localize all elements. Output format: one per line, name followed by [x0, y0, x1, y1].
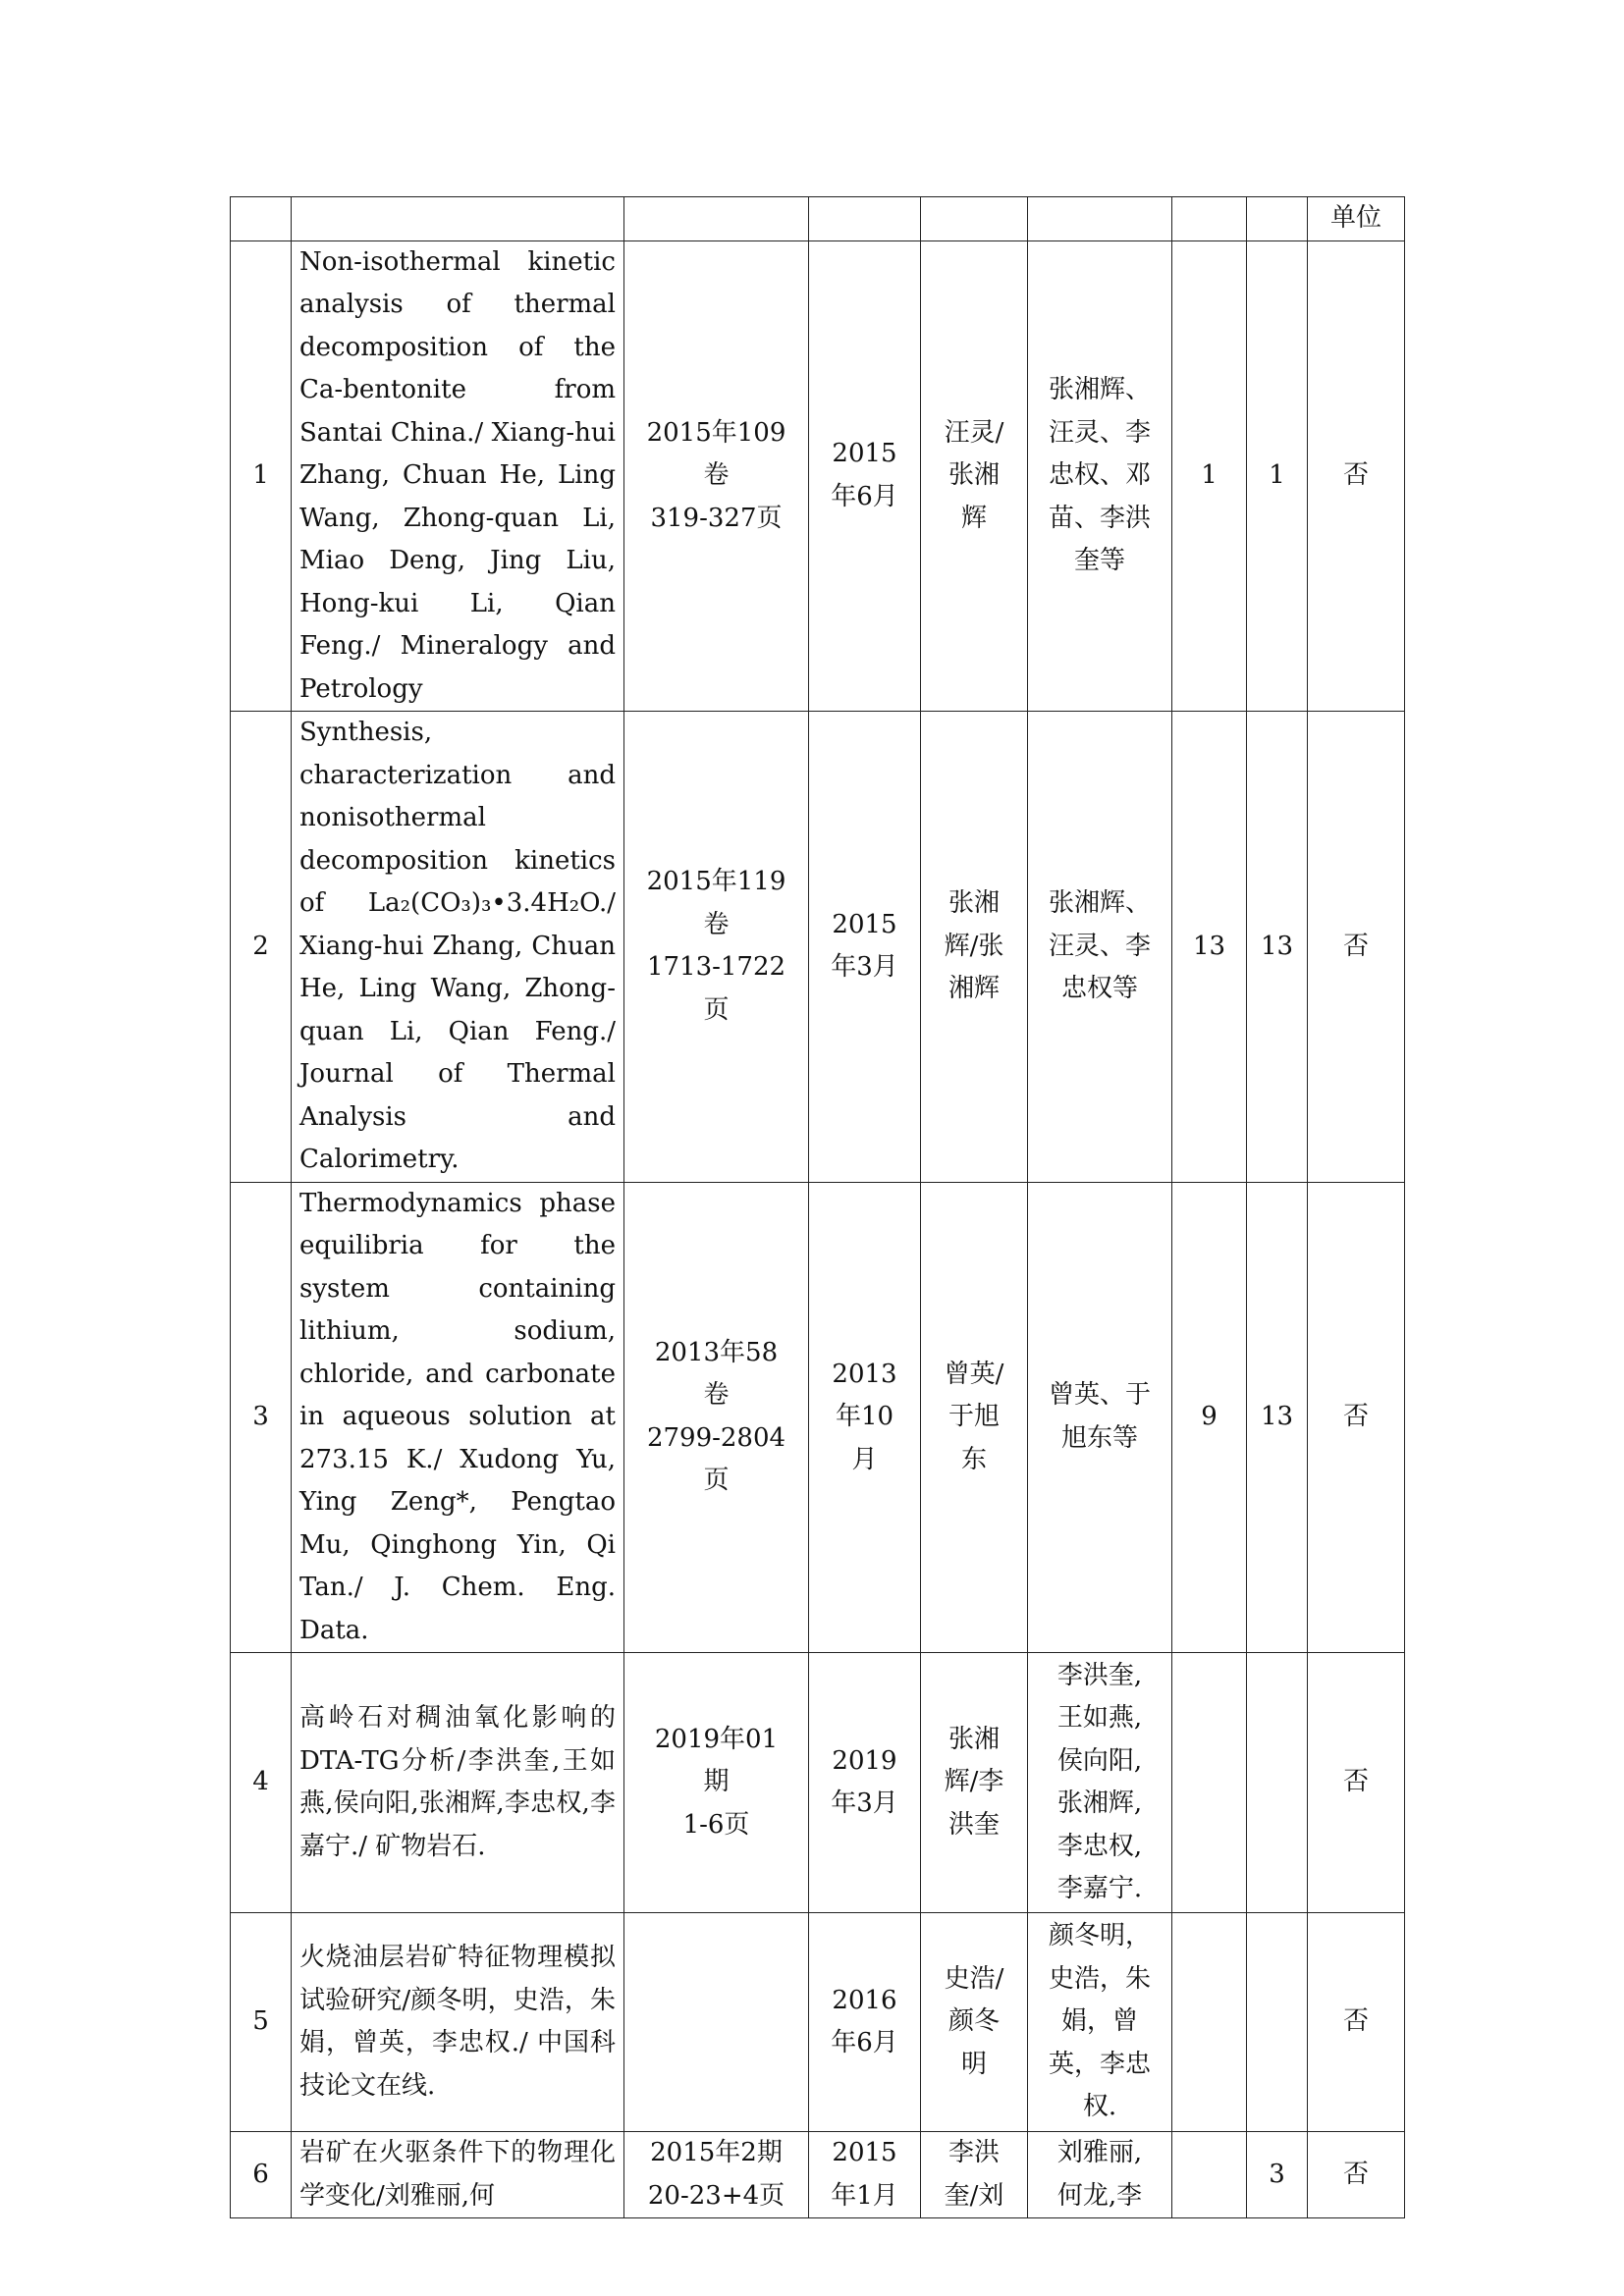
cell-line: 年3月 [831, 952, 898, 983]
cell-line: 史浩/ [944, 1963, 1004, 1994]
cell-line: 曾英/ [944, 1359, 1004, 1389]
cell-line: 2799-2804 [646, 1422, 786, 1453]
cell-line: 李嘉宁. [1056, 1874, 1143, 1903]
row-number-cell: 2 [231, 712, 292, 1183]
cell-line: 颜冬 [947, 2006, 1000, 2037]
header-cell-title [292, 197, 624, 241]
header-cell-volume [624, 197, 809, 241]
header-cell-count1 [1172, 197, 1247, 241]
cell-line: 苗、李洪 [1048, 503, 1151, 533]
table-row [231, 1182, 1405, 1653]
cell-line: 张湘 [947, 1724, 1000, 1754]
table-row [231, 240, 1405, 712]
header-cell-date [809, 197, 921, 241]
author-cell [921, 1653, 1028, 1913]
cell-line: 刘雅丽, [1056, 2138, 1143, 2167]
cell-line: 页 [703, 994, 730, 1025]
publish-date-cell [809, 2132, 921, 2218]
paper-title-cell [292, 2132, 624, 2218]
cell-line: 页 [703, 1466, 730, 1496]
cell-line: 忠权等 [1060, 974, 1138, 1003]
table-row [231, 1913, 1405, 2132]
volume-pages-cell [624, 1913, 809, 2132]
count1-cell [1172, 2132, 1247, 2218]
cell-line: 东 [960, 1444, 987, 1474]
cell-line: 2016 [832, 1985, 897, 2015]
members-cell [1028, 1913, 1172, 2132]
cell-line: 颜冬明， [1048, 1921, 1151, 1951]
cell-line: 2015 [832, 439, 897, 469]
cell-line: 何龙,李 [1056, 2180, 1143, 2211]
cell-line: 湘辉 [947, 974, 1000, 1003]
cell-line: 2013 [832, 1359, 897, 1389]
header-row [231, 197, 1405, 241]
cell-line: 洪奎 [947, 1809, 1000, 1840]
cell-line: 卷 [703, 909, 730, 939]
unit-cell: 否 [1308, 712, 1405, 1183]
volume-pages-cell [624, 2132, 809, 2218]
cell-line: 张湘 [947, 888, 1000, 918]
cell-line: 辉 [960, 503, 987, 533]
paper-title-cell [292, 712, 624, 1183]
count1-cell [1172, 1653, 1247, 1913]
cell-line: 20-23+4页 [647, 2180, 785, 2211]
count1-cell [1172, 1913, 1247, 2132]
row-number-cell: 1 [231, 240, 292, 712]
publish-date-cell [809, 1913, 921, 2132]
cell-line: Synthesis, characterization and nonisothermal decomposition kinetics of La₂(CO₃)₃•3.4H₂O./ Xiang-hui Zhang, Chuan He, Ling Wang, Zhong-quan Li, Qian Feng./ Journal of Thermal Analysis and Calorimetry. [299, 718, 616, 1174]
cell-line: 辉/李 [944, 1767, 1004, 1797]
paper-title-cell [292, 1182, 624, 1653]
row-number-cell: 3 [231, 1182, 292, 1653]
count1-cell: 13 [1172, 712, 1247, 1183]
cell-line: Thermodynamics phase equilibria for the system containing lithium, sodium, chloride, and carbonate in aqueous solution at 273.15 K./ Xudong Yu, Ying Zeng*, Pengtao Mu, Qinghong Yin, Qi Tan./ J. Chem. Eng. Data. [299, 1188, 616, 1645]
cell-line: 年1月 [831, 2180, 898, 2211]
cell-line: 忠权、邓 [1048, 460, 1151, 490]
unit-cell: 否 [1308, 2132, 1405, 2218]
paper-title-cell [292, 240, 624, 712]
publish-date-cell [809, 712, 921, 1183]
cell-line: 高岭石对稠油氧化影响的DTA-TG分析/李洪奎,王如燕,侯向阳,张湘辉,李忠权,李嘉宁./ 矿物岩石. [299, 1703, 616, 1861]
author-cell [921, 2132, 1028, 2218]
cell-line: 张湘辉、 [1048, 375, 1151, 404]
cell-line: 明 [960, 2049, 987, 2079]
cell-line: 汪灵、李 [1048, 417, 1151, 448]
cell-line: 卷 [703, 460, 730, 490]
unit-cell: 否 [1308, 1913, 1405, 2132]
table-row [231, 1653, 1405, 1913]
publish-date-cell [809, 1653, 921, 1913]
cell-line: 李洪奎, [1056, 1660, 1143, 1690]
unit-cell: 否 [1308, 1182, 1405, 1653]
cell-line: 岩矿在火驱条件下的物理化学变化/刘雅丽,何 [299, 2138, 616, 2211]
cell-line: 卷 [703, 1380, 730, 1411]
cell-line: 奎/刘 [944, 2180, 1004, 2211]
header-cell-unit: 单位 [1308, 197, 1405, 241]
cell-line: 李洪 [947, 2138, 1000, 2167]
count2-cell: 13 [1247, 712, 1308, 1183]
cell-line: 权. [1082, 2092, 1117, 2122]
cell-line: 于旭 [947, 1402, 1000, 1431]
cell-line: 史浩，朱 [1048, 1963, 1151, 1994]
volume-pages-cell [624, 712, 809, 1183]
table-row [231, 2132, 1405, 2218]
cell-line: 侯向阳, [1056, 1745, 1143, 1776]
cell-line: 张湘 [947, 460, 1000, 490]
cell-line: 娟，曾 [1060, 2006, 1138, 2037]
header-cell-no [231, 197, 292, 241]
cell-line: 2019 [832, 1745, 897, 1776]
cell-line: 曾英、于 [1048, 1380, 1151, 1411]
volume-pages-cell [624, 240, 809, 712]
cell-line: 辉/张 [944, 931, 1004, 961]
paper-title-cell [292, 1653, 624, 1913]
cell-line: 英，李忠 [1048, 2049, 1151, 2079]
cell-line: 年6月 [831, 481, 898, 511]
cell-line: 2015年2期 [650, 2138, 783, 2167]
row-number-cell: 5 [231, 1913, 292, 2132]
volume-pages-cell [624, 1653, 809, 1913]
cell-line: 张湘辉, [1056, 1789, 1143, 1818]
author-cell [921, 1182, 1028, 1653]
cell-line: 2019年01 [654, 1724, 779, 1754]
cell-line: 年10 [835, 1402, 894, 1431]
unit-cell: 否 [1308, 240, 1405, 712]
unit-cell: 否 [1308, 1653, 1405, 1913]
row-number-cell: 4 [231, 1653, 292, 1913]
header-cell-members [1028, 197, 1172, 241]
publish-date-cell [809, 240, 921, 712]
cell-line: 奎等 [1073, 546, 1125, 575]
count2-cell: 1 [1247, 240, 1308, 712]
cell-line: 年3月 [831, 1789, 898, 1818]
members-cell [1028, 712, 1172, 1183]
cell-line: 期 [703, 1767, 730, 1797]
cell-line: 张湘辉、 [1048, 888, 1151, 918]
cell-line: Non-isothermal kinetic analysis of thermal decomposition of the Ca-bentonite from Santai China./ Xiang-hui Zhang, Chuan He, Ling Wang, Zhong-quan Li, Miao Deng, Jing Liu, Hong-kui Li, Qian Feng./ Mineralogy and Petrology [299, 246, 616, 704]
cell-line: 汪灵、李 [1048, 931, 1151, 961]
members-cell [1028, 2132, 1172, 2218]
paper-title-cell [292, 1913, 624, 2132]
cell-line: 1-6页 [682, 1809, 750, 1840]
row-number-cell: 6 [231, 2132, 292, 2218]
cell-line: 2013年58 [654, 1337, 779, 1367]
members-cell [1028, 1182, 1172, 1653]
cell-line: 汪灵/ [944, 417, 1004, 448]
cell-line: 1713-1722 [646, 952, 786, 983]
table-row [231, 712, 1405, 1183]
count2-cell [1247, 1913, 1308, 2132]
author-cell [921, 240, 1028, 712]
members-cell [1028, 1653, 1172, 1913]
header-cell-count2 [1247, 197, 1308, 241]
author-cell [921, 1913, 1028, 2132]
cell-line: 年6月 [831, 2028, 898, 2057]
volume-pages-cell [624, 1182, 809, 1653]
cell-line: 2015年109 [646, 417, 786, 448]
cell-line: 李忠权, [1056, 1831, 1143, 1861]
cell-line: 旭东等 [1060, 1422, 1138, 1453]
author-cell [921, 712, 1028, 1183]
cell-line: 319-327页 [650, 503, 783, 533]
achievements-table [230, 196, 1405, 2218]
count2-cell [1247, 1653, 1308, 1913]
members-cell [1028, 240, 1172, 712]
header-cell-author [921, 197, 1028, 241]
publish-date-cell [809, 1182, 921, 1653]
cell-line: 2015年119 [646, 867, 786, 897]
count2-cell: 13 [1247, 1182, 1308, 1653]
count1-cell: 1 [1172, 240, 1247, 712]
cell-line: 2015 [832, 909, 897, 939]
cell-line: 月 [851, 1444, 878, 1474]
count2-cell: 3 [1247, 2132, 1308, 2218]
count1-cell: 9 [1172, 1182, 1247, 1653]
cell-line: 王如燕, [1056, 1703, 1143, 1733]
cell-line: 火烧油层岩矿特征物理模拟试验研究/颜冬明，史浩，朱娟，曾英，李忠权./ 中国科技论文在线. [299, 1943, 616, 2101]
cell-line: 2015 [832, 2138, 897, 2167]
